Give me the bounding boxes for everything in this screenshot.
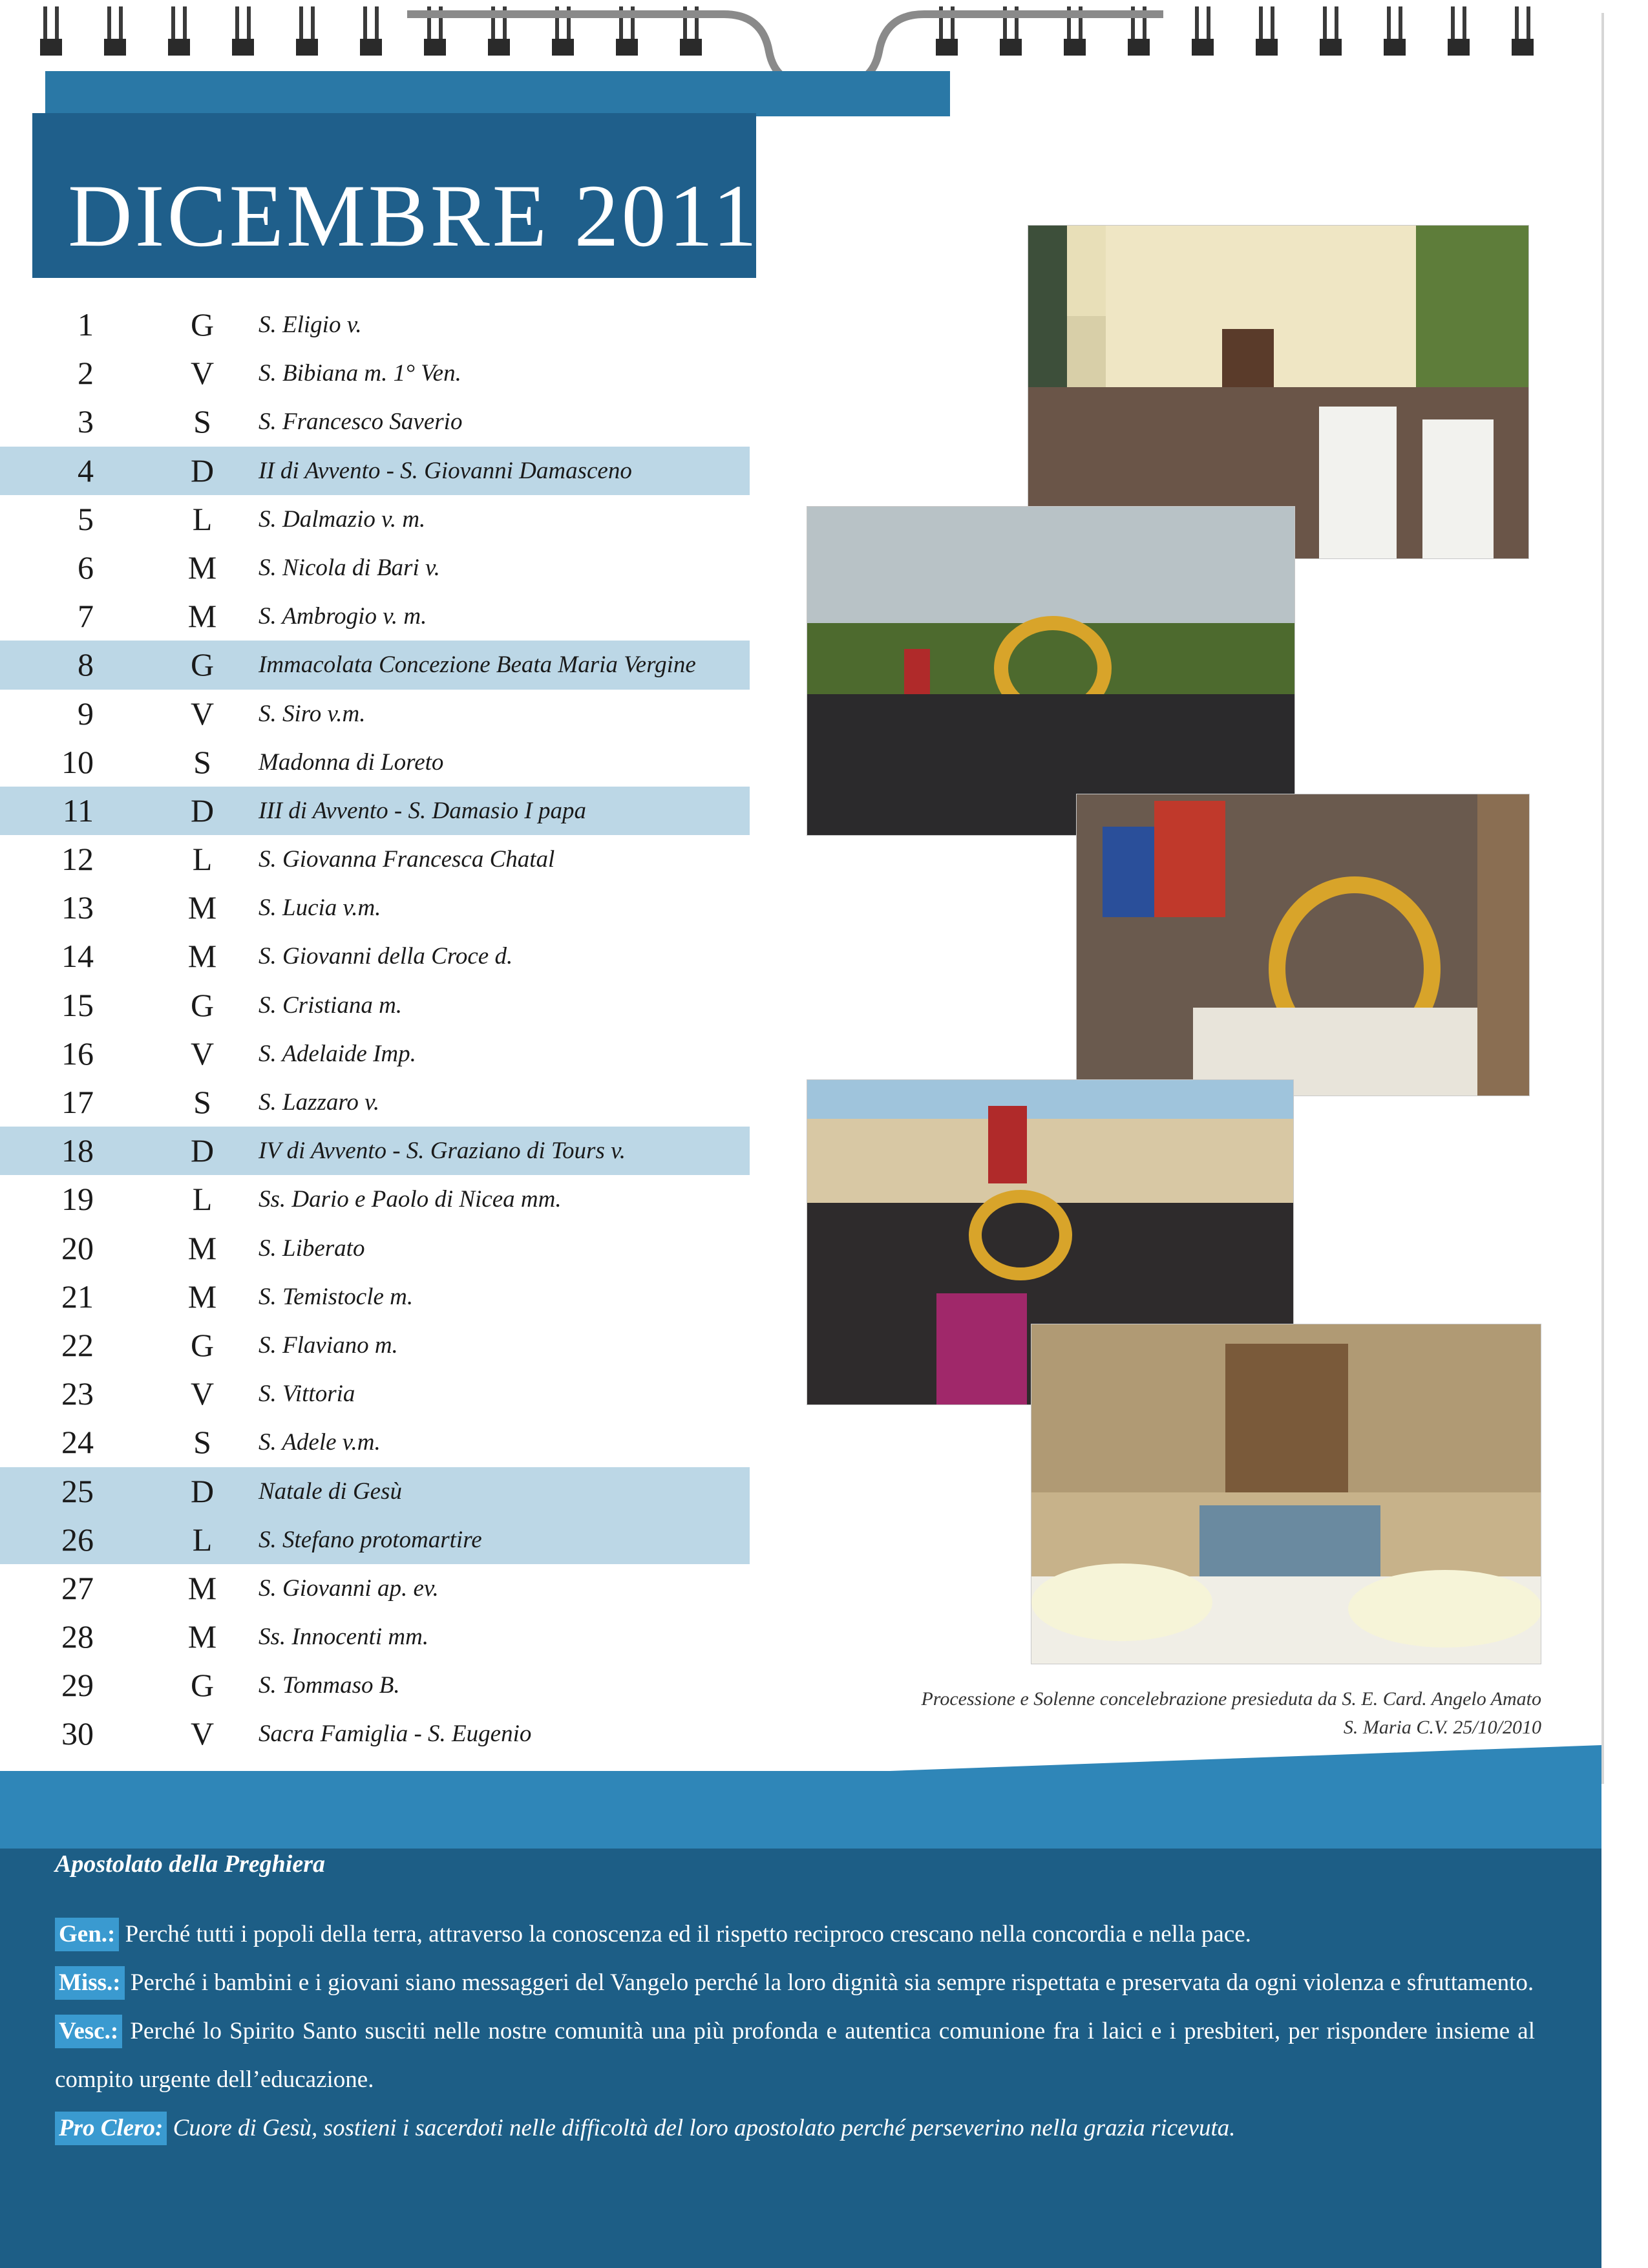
weekday-letter: M <box>187 598 217 635</box>
day-number: 12 <box>61 841 94 878</box>
weekday-letter: V <box>190 1375 215 1412</box>
saint-name: S. Lucia v.m. <box>259 895 381 922</box>
saint-name: Sacra Famiglia - S. Eugenio <box>259 1721 532 1748</box>
day-number: 4 <box>78 452 94 489</box>
day-row <box>0 1370 750 1418</box>
weekday-letter: S <box>193 403 211 440</box>
day-number: 2 <box>78 355 94 392</box>
prayer-text: Perché tutti i popoli della terra, attraverso la conoscenza ed il rispetto reciproco crescano nella concordia e nella pace. <box>119 1921 1251 1947</box>
saint-name: S. Ambrogio v. m. <box>259 603 427 630</box>
day-number: 18 <box>61 1132 94 1169</box>
prayer-list <box>55 1910 1535 2152</box>
day-number: 26 <box>61 1521 94 1558</box>
day-number: 16 <box>61 1035 94 1072</box>
day-row <box>0 1175 750 1224</box>
weekday-letter: L <box>192 841 213 878</box>
day-row <box>0 1078 750 1127</box>
saint-name: S. Eligio v. <box>259 312 362 338</box>
day-row <box>0 1564 750 1613</box>
saint-name: S. Bibiana m. 1° Ven. <box>259 360 461 387</box>
saint-name: III di Avvento - S. Damasio I papa <box>259 797 586 824</box>
day-number: 10 <box>61 743 94 780</box>
weekday-letter: G <box>190 986 215 1023</box>
day-row <box>0 1613 750 1661</box>
day-row <box>0 738 750 787</box>
day-number: 24 <box>61 1424 94 1461</box>
day-number: 29 <box>61 1667 94 1704</box>
photo-reliquary-banners <box>1076 794 1530 1096</box>
day-row <box>0 787 750 835</box>
day-row <box>0 349 750 397</box>
day-row <box>0 1418 750 1467</box>
saint-name: S. Giovanni della Croce d. <box>259 943 513 970</box>
day-number: 9 <box>78 695 94 732</box>
weekday-letter: G <box>190 1326 215 1363</box>
saint-name: IV di Avvento - S. Graziano di Tours v. <box>259 1138 626 1165</box>
day-number: 5 <box>78 500 94 537</box>
weekday-letter: G <box>190 306 215 343</box>
saint-name: S. Giovanna Francesca Chatal <box>259 846 555 873</box>
banner-accent <box>45 71 950 116</box>
weekday-letter: M <box>187 938 217 975</box>
prayer-text: Cuore di Gesù, sostieni i sacerdoti nelle difficoltà del loro apostolato perché perseverino nella grazia ricevuta. <box>167 2115 1236 2141</box>
day-row <box>0 447 750 495</box>
weekday-letter: D <box>190 1132 215 1169</box>
day-number: 1 <box>78 306 94 343</box>
day-number: 13 <box>61 889 94 926</box>
weekday-letter: M <box>187 889 217 926</box>
weekday-letter: G <box>190 646 215 683</box>
saint-name: S. Francesco Saverio <box>259 408 463 436</box>
saint-name: S. Giovanni ap. ev. <box>259 1574 439 1602</box>
photo-caption <box>763 1685 1541 1742</box>
day-number: 28 <box>61 1618 94 1655</box>
weekday-letter: M <box>187 1569 217 1606</box>
weekday-letter: D <box>190 452 215 489</box>
saint-name: S. Liberato <box>259 1235 365 1262</box>
saint-name: S. Temistocle m. <box>259 1283 414 1310</box>
saint-name: S. Dalmazio v. m. <box>259 505 426 533</box>
saint-name: S. Cristiana m. <box>259 991 403 1019</box>
saint-name: S. Lazzaro v. <box>259 1089 380 1116</box>
day-row <box>0 932 750 980</box>
prayer-text: Perché lo Spirito Santo susciti nelle nostre comunità una più profonda e autentica comunione fra i laici e i presbiteri, per rispondere insieme al compito urgente dell’educazione. <box>55 2018 1535 2093</box>
day-row <box>0 835 750 884</box>
day-row <box>0 1224 750 1273</box>
day-row <box>0 1661 750 1710</box>
weekday-letter: V <box>190 355 215 392</box>
day-row <box>0 301 750 349</box>
saint-name: S. Adele v.m. <box>259 1429 381 1456</box>
day-row <box>0 690 750 738</box>
day-row <box>0 884 750 932</box>
day-number: 27 <box>61 1569 94 1606</box>
day-number: 7 <box>78 598 94 635</box>
weekday-letter: G <box>190 1667 215 1704</box>
day-number: 21 <box>61 1278 94 1315</box>
prayer-band-light <box>0 1771 1601 1849</box>
day-number: 3 <box>78 403 94 440</box>
saint-name: S. Stefano protomartire <box>259 1526 482 1553</box>
prayer-item <box>55 2104 1535 2152</box>
day-row <box>0 1321 750 1370</box>
saint-name: Madonna di Loreto <box>259 748 444 776</box>
day-row <box>0 397 750 446</box>
day-number: 8 <box>78 646 94 683</box>
weekday-letter: M <box>187 549 217 586</box>
prayer-label: Gen.: <box>55 1918 119 1951</box>
page-edge <box>1601 13 1604 1784</box>
day-number: 25 <box>61 1472 94 1509</box>
saint-name: S. Tommaso B. <box>259 1672 400 1699</box>
saint-name: Immacolata Concezione Beata Maria Vergine <box>259 652 696 679</box>
weekday-letter: M <box>187 1229 217 1266</box>
day-number: 15 <box>61 986 94 1023</box>
day-number: 23 <box>61 1375 94 1412</box>
saint-name: II di Avvento - S. Giovanni Damasceno <box>259 457 632 484</box>
page-title: DICEMBRE 2011 <box>68 166 760 265</box>
weekday-letter: M <box>187 1618 217 1655</box>
weekday-letter: S <box>193 743 211 780</box>
month-banner <box>32 113 760 278</box>
weekday-letter: S <box>193 1084 211 1120</box>
day-number: 19 <box>61 1181 94 1218</box>
weekday-letter: V <box>190 695 215 732</box>
day-row <box>0 1516 750 1564</box>
prayer-label: Pro Clero: <box>55 2112 167 2145</box>
saint-name: S. Adelaide Imp. <box>259 1040 416 1067</box>
weekday-letter: V <box>190 1035 215 1072</box>
day-row <box>0 592 750 641</box>
day-row <box>0 1030 750 1078</box>
section-title: Apostolato della Preghiera <box>55 1850 325 1878</box>
day-number: 14 <box>61 938 94 975</box>
weekday-letter: L <box>192 1181 213 1218</box>
photo-procession-confetti <box>807 506 1295 836</box>
day-number: 30 <box>61 1715 94 1752</box>
saint-name: S. Vittoria <box>259 1381 355 1408</box>
weekday-letter: M <box>187 1278 217 1315</box>
day-number: 6 <box>78 549 94 586</box>
weekday-letter: D <box>190 1472 215 1509</box>
saint-name: Ss. Innocenti mm. <box>259 1624 429 1651</box>
day-number: 11 <box>62 792 94 829</box>
day-row <box>0 981 750 1030</box>
caption-line-2: S. Maria C.V. 25/10/2010 <box>1343 1717 1541 1738</box>
day-row <box>0 1467 750 1516</box>
saint-name: Natale di Gesù <box>259 1478 402 1505</box>
weekday-letter: L <box>192 500 213 537</box>
prayer-label: Miss.: <box>55 1966 125 2000</box>
day-number: 17 <box>61 1084 94 1120</box>
day-row <box>0 641 750 689</box>
prayer-item <box>55 1910 1535 1958</box>
day-row <box>0 495 750 544</box>
prayer-label: Vesc.: <box>55 2015 122 2048</box>
saint-name: S. Siro v.m. <box>259 700 366 727</box>
weekday-letter: V <box>190 1715 215 1752</box>
day-row <box>0 544 750 592</box>
day-row <box>0 1273 750 1321</box>
day-number: 22 <box>61 1326 94 1363</box>
prayer-item <box>55 1958 1535 2007</box>
prayer-text: Perché i bambini e i giovani siano messaggeri del Vangelo perché la loro dignità sia sempre rispettata e preservata da ogni violenza e sfruttamento. <box>124 1969 1534 1996</box>
weekday-letter: S <box>193 1424 211 1461</box>
saint-name: Ss. Dario e Paolo di Nicea mm. <box>259 1186 562 1213</box>
saint-name: S. Nicola di Bari v. <box>259 554 440 581</box>
caption-line-1: Processione e Solenne concelebrazione presieduta da S. E. Card. Angelo Amato <box>921 1688 1541 1710</box>
day-number: 20 <box>61 1229 94 1266</box>
photo-cathedral-interior <box>1031 1324 1541 1664</box>
weekday-letter: D <box>190 792 215 829</box>
weekday-letter: L <box>192 1521 213 1558</box>
prayer-item <box>55 2007 1535 2104</box>
day-row <box>0 1127 750 1175</box>
calendar-days <box>0 301 750 1807</box>
saint-name: S. Flaviano m. <box>259 1331 398 1359</box>
